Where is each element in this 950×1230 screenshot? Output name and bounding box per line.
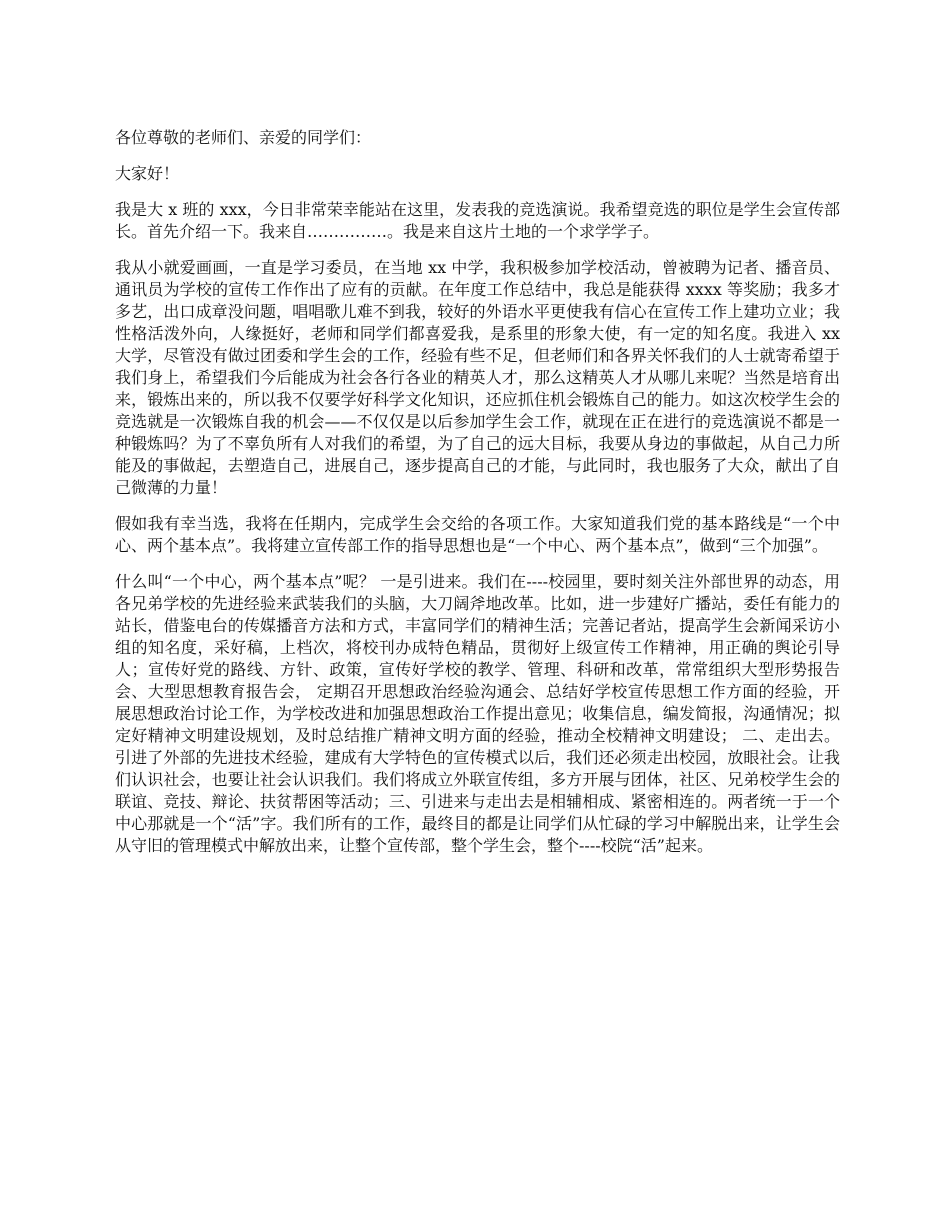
plan-paragraph: 假如我有幸当选，我将在任期内，完成学生会交给的各项工作。大家知道我们党的基本路线是“一个中心、两个基本点”。我将建立宣传部工作的指导思想也是“一个中心、两个基本点”，做到“三个加强”。: [115, 514, 840, 555]
document-body: [115, 127, 840, 871]
salutation: 各位尊敬的老师们、亲爱的同学们：: [115, 128, 372, 147]
background-paragraph: 我从小就爱画画，一直是学习委员，在当地 xx 中学，我积极参加学校活动，曾被聘为记者、播音员、通讯员为学校的宣传工作作出了应有的贡献。在年度工作总结中，我总是能获得 xxxx 等奖励；我多才多艺，出口成章没问题，唱唱歌儿难不到我，较好的外语水平更使我有信心在宣传工作上建功立业；我性格活泼外向，人缘挺好，老师和同学们都喜爱我，是系里的形象大使，有一定的知名度。我进入 xx 大学，尽管没有做过团委和学生会的工作，经验有些不足，但老师们和各界关怀我们的人士就寄希望于我们身上，希望我们今后能成为社会各行各业的精英人才，那么这精英人才从哪儿来呢？当然是培育出来，锻炼出来的，所以我不仅要学好科学文化知识，还应抓住机会锻炼自己的能力。如这次校学生会的竞选就是一次锻炼自我的机会——不仅仅是以后参加学生会工作，就现在正在进行的竞选演说不都是一种锻炼吗？为了不辜负所有人对我们的希望，为了自己的远大目标，我要从身边的事做起，从自己力所能及的事做起，去塑造自己，进展自己，逐步提高自己的才能，与此同时，我也服务了大众，献出了自己微薄的力量！: [115, 258, 840, 497]
greeting: 大家好！: [115, 164, 180, 183]
details-paragraph: 什么叫“一个中心，两个基本点”呢？ 一是引进来。我们在----校园里，要时刻关注外部世界的动态，用各兄弟学校的先进经验来武装我们的头脑，大刀阔斧地改革。比如，进一步建好广播站，委任有能力的站长，借鉴电台的传媒播音方法和方式，丰富同学们的精神生活；完善记者站，提高学生会新闻采访小组的知名度，采好稿，上档次，将校刊办成特色精品，贯彻好上级宣传工作精神，用正确的舆论引导人；宣传好党的路线、方针、政策，宣传好学校的教学、管理、科研和改革，常常组织大型形势报告会、大型思想教育报告会， 定期召开思想政治经验沟通会、总结好学校宣传思想工作方面的经验，开展思想政治讨论工作，为学校改进和加强思想政治工作提出意见；收集信息，编发简报，沟通情况；拟定好精神文明建设规划，及时总结推广精神文明方面的经验，推动全校精神文明建设； 二、走出去。引进了外部的先进技术经验，建成有大学特色的宣传模式以后，我们还必须走出校园，放眼社会。让我们认识社会，也要让社会认识我们。我们将成立外联宣传组，多方开展与团体，社区、兄弟校学生会的联谊、竞技、辩论、扶贫帮困等活动；三、引进来与走出去是相辅相成、紧密相连的。两者统一于一个中心那就是一个“活”字。我们所有的工作，最终目的都是让同学们从忙碌的学习中解脱出来，让学生会从守旧的管理模式中解放出来，让整个宣传部，整个学生会，整个----校院“活”起来。: [115, 572, 840, 855]
self-introduction-paragraph: 我是大 x 班的 xxx，今日非常荣幸能站在这里，发表我的竞选演说。我希望竞选的职位是学生会宣传部长。首先介绍一下。我来自……………。我是来自这片土地的一个求学学子。: [115, 200, 840, 241]
